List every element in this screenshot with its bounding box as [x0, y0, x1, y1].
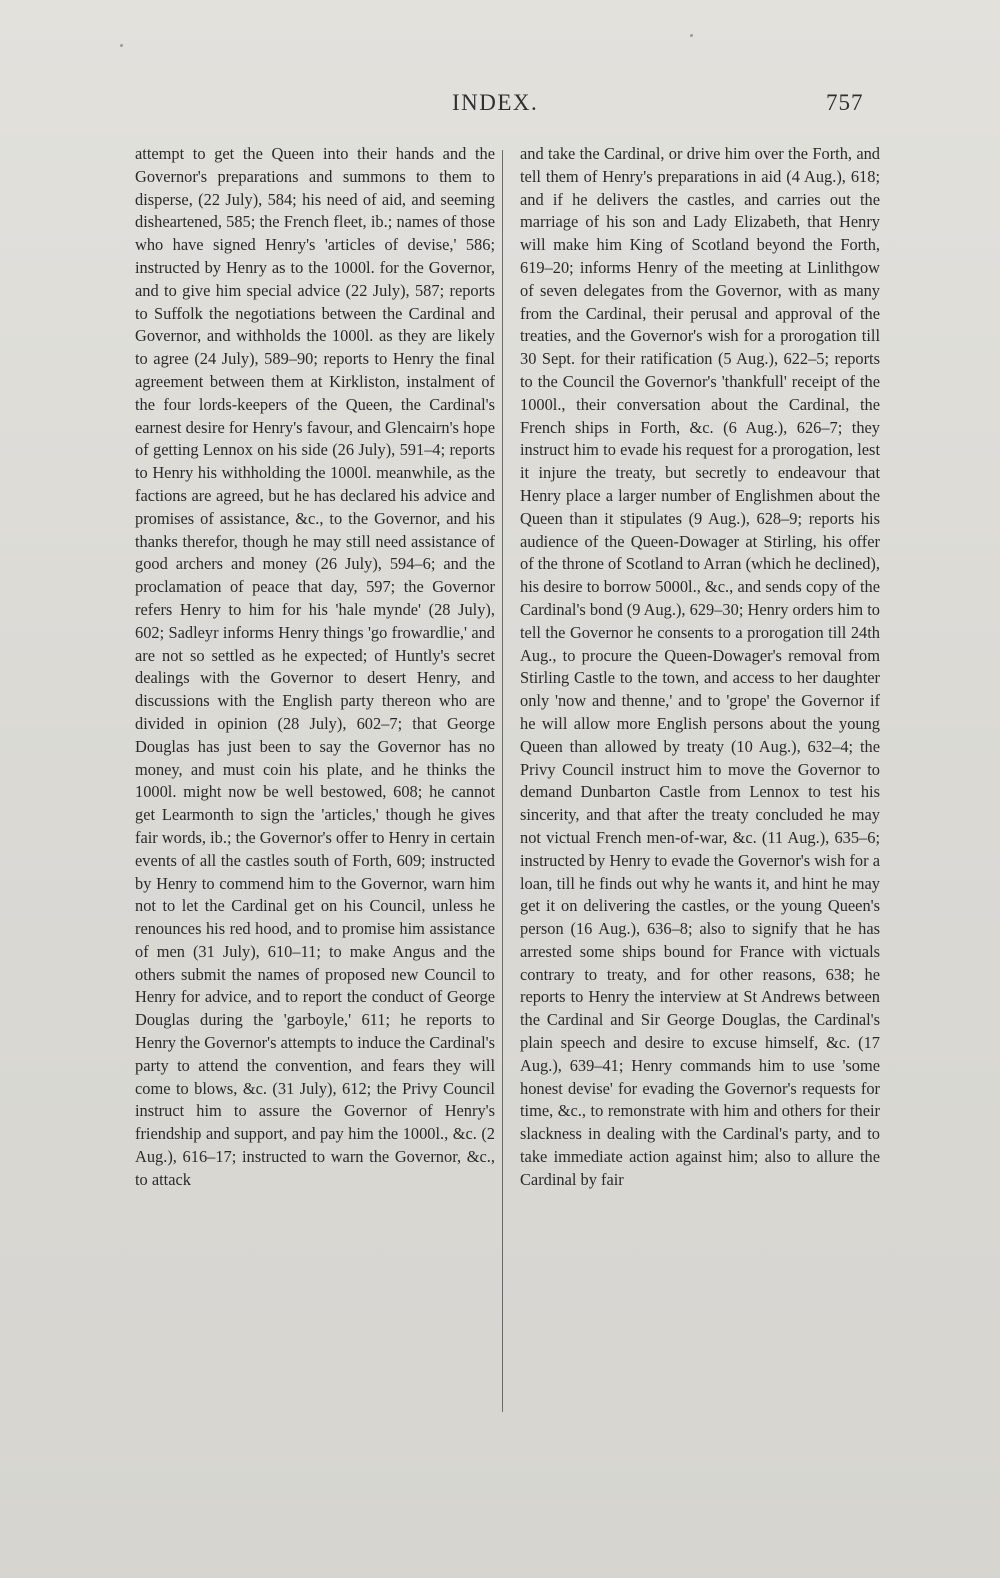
paper-speck — [120, 44, 123, 47]
paper-speck — [690, 34, 693, 37]
page-number: 757 — [826, 90, 864, 115]
column-divider — [502, 150, 503, 1412]
index-column-right: and take the Cardinal, or drive him over the Forth, and tell them of Henry's preparations in aid (4 Aug.), 618; and if he delivers the castles, and carries out the marriage of his son and Lady Elizabeth, that Henry will make him King of Scotland beyond the Forth, 619–20; informs Henry of the meeting at Linlithgow of seven delegates from the Governor, with as many from the Cardinal, their perusal and approval of the treaties, and the Governor's wish for a prorogation till 30 Sept. for their ratification (5 Aug.), 622–5; reports to the Council the Governor's 'thankfull' receipt of the 1000l., their conversation about the Cardinal, the French ships in Forth, &c. (6 Aug.), 626–7; they instruct him to evade his request for a prorogation, lest it injure the treaty, but secretly to endeavour that Henry place a larger number of Englishmen about the Queen than it stipulates (9 Aug.), 628–9; reports his audience of the Queen-Dowager at Stirling, his offer of the throne of Scotland to Arran (which he declined), his desire to borrow 5000l., &c., and sends copy of the Cardinal's bond (9 Aug.), 629–30; Henry orders him to tell the Governor he consents to a prorogation till 24th Aug., to procure the Queen-Dowager's removal from Stirling Castle to the town, and access to her daughter only 'now and thenne,' and to 'grope' the Governor if he will allow more English persons about the young Queen than allowed by treaty (10 Aug.), 632–4; the Privy Council instruct him to move the Governor to demand Dunbarton Castle from Lennox to test his sincerity, and that after the treaty concluded he may not victual French men-of-war, &c. (11 Aug.), 635–6; instructed by Henry to evade the Governor's wish for a loan, till he finds out why he wants it, and hint he may get it on delivering the castles, or the young Queen's person (16 Aug.), 636–8; also to signify that he has arrested some ships bound for France with victuals contrary to treaty, and for other reasons, 638; he reports to Henry the interview at St Andrews between the Cardinal and Sir George Douglas, the Cardinal's plain speech and desire to excuse himself, &c. (17 Aug.), 639–41; Henry commands him to use 'some honest devise' for evading the Governor's requests for time, &c., to remonstrate with him and others for their slackness in dealing with the Cardinal's party, and to take immediate action against him; also to allure the Cardinal by fair — [520, 144, 880, 1189]
index-column-left: attempt to get the Queen into their hands and the Governor's preparations and summons to them to disperse, (22 July), 584; his need of aid, and seeming disheartened, 585; the French fleet, ib.; names of those who have signed Henry's 'articles of devise,' 586; instructed by Henry as to the 1000l. for the Governor, and to give him special advice (22 July), 587; reports to Suffolk the negotiations between the Cardinal and Governor, and withholds the 1000l. as they are likely to agree (24 July), 589–90; reports to Henry the final agreement between them at Kirkliston, instalment of the four lords-keepers of the Queen, the Cardinal's earnest desire for Henry's favour, and Glencairn's hope of getting Lennox on his side (26 July), 591–4; reports to Henry his withholding the 1000l. meanwhile, as the factions are agreed, but he has declared his advice and promises of assistance, &c., to the Governor, and his thanks therefor, though he may still need assistance of good archers and money (26 July), 594–6; and the proclamation of peace that day, 597; the Governor refers Henry to him for his 'hale mynde' (28 July), 602; Sadleyr informs Henry things 'go frowardlie,' and are not so settled as he expected; of Huntly's secret dealings with the Governor to desert Henry, and discussions with the English party thereon who are divided in opinion (28 July), 602–7; that George Douglas has just been to say the Governor has no money, and must coin his plate, and he thinks the 1000l. might now be well bestowed, 608; he cannot get Learmonth to sign the 'articles,' though he gives fair words, ib.; the Governor's offer to Henry in certain events of all the castles south of Forth, 609; instructed by Henry to commend him to the Governor, warn him not to let the Cardinal get on his Council, unless he renounces his red hood, and to promise him assistance of men (31 July), 610–11; to make Angus and the others submit the names of proposed new Council to Henry for advice, and to report the conduct of George Douglas during the 'garboyle,' 611; he reports to Henry the Governor's attempts to induce the Cardinal's party to attend the convention, and fears they will come to blows, &c. (31 July), 612; the Privy Council instruct him to assure the Governor of Henry's friendship and support, and pay him the 1000l., &c. (2 Aug.), 616–17; instructed to warn the Governor, &c., to attack — [135, 144, 495, 1189]
page-title: INDEX. — [452, 90, 539, 115]
running-head — [0, 90, 1000, 122]
